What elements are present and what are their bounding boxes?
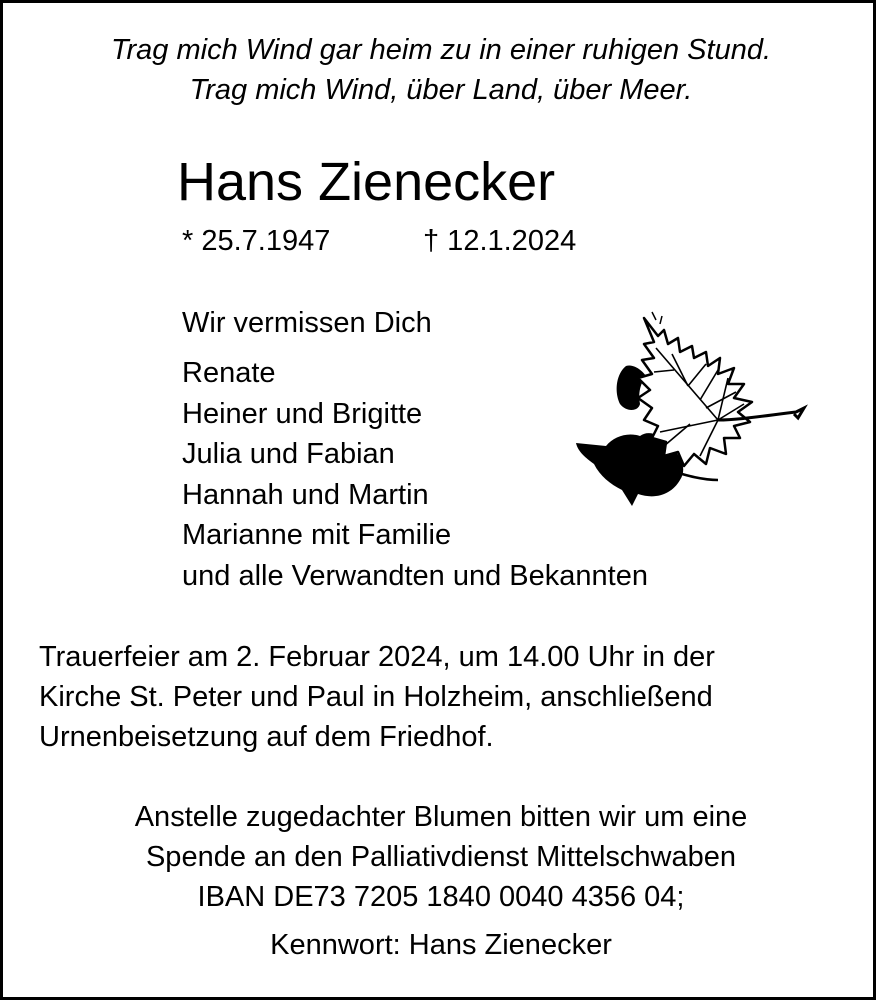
death-date: † 12.1.2024 xyxy=(423,225,577,257)
motto-line-1: Trag mich Wind gar heim zu in einer ruhigen Stund. xyxy=(110,34,772,66)
donation-line: Spende an den Palliativdienst Mittelschwaben xyxy=(145,841,737,873)
deceased-name: Hans Zienecker xyxy=(177,152,556,212)
donation-line: Anstelle zugedachter Blumen bitten wir um eine xyxy=(134,801,748,833)
mourner-name: Hannah und Martin xyxy=(182,479,429,511)
mourner-name: und alle Verwandten und Bekannten xyxy=(182,560,648,592)
mourner-name: Marianne mit Familie xyxy=(182,519,452,551)
donation-iban: IBAN DE73 7205 1840 0040 4356 04; xyxy=(197,881,685,913)
ceremony-line: Urnenbeisetzung auf dem Friedhof. xyxy=(39,721,494,753)
birth-date: * 25.7.1947 xyxy=(182,225,331,257)
mourner-name: Renate xyxy=(182,357,276,389)
motto-line-2: Trag mich Wind, über Land, über Meer. xyxy=(189,74,693,106)
maple-leaf-icon xyxy=(568,308,808,508)
ceremony-line: Trauerfeier am 2. Februar 2024, um 14.00 Uhr in der xyxy=(39,641,715,673)
mourner-name: Heiner und Brigitte xyxy=(182,398,423,430)
mourners-intro: Wir vermissen Dich xyxy=(182,307,432,339)
mourner-name: Julia und Fabian xyxy=(182,438,395,470)
ceremony-line: Kirche St. Peter und Paul in Holzheim, anschließend xyxy=(39,681,713,713)
donation-keyword: Kennwort: Hans Zienecker xyxy=(270,929,612,961)
